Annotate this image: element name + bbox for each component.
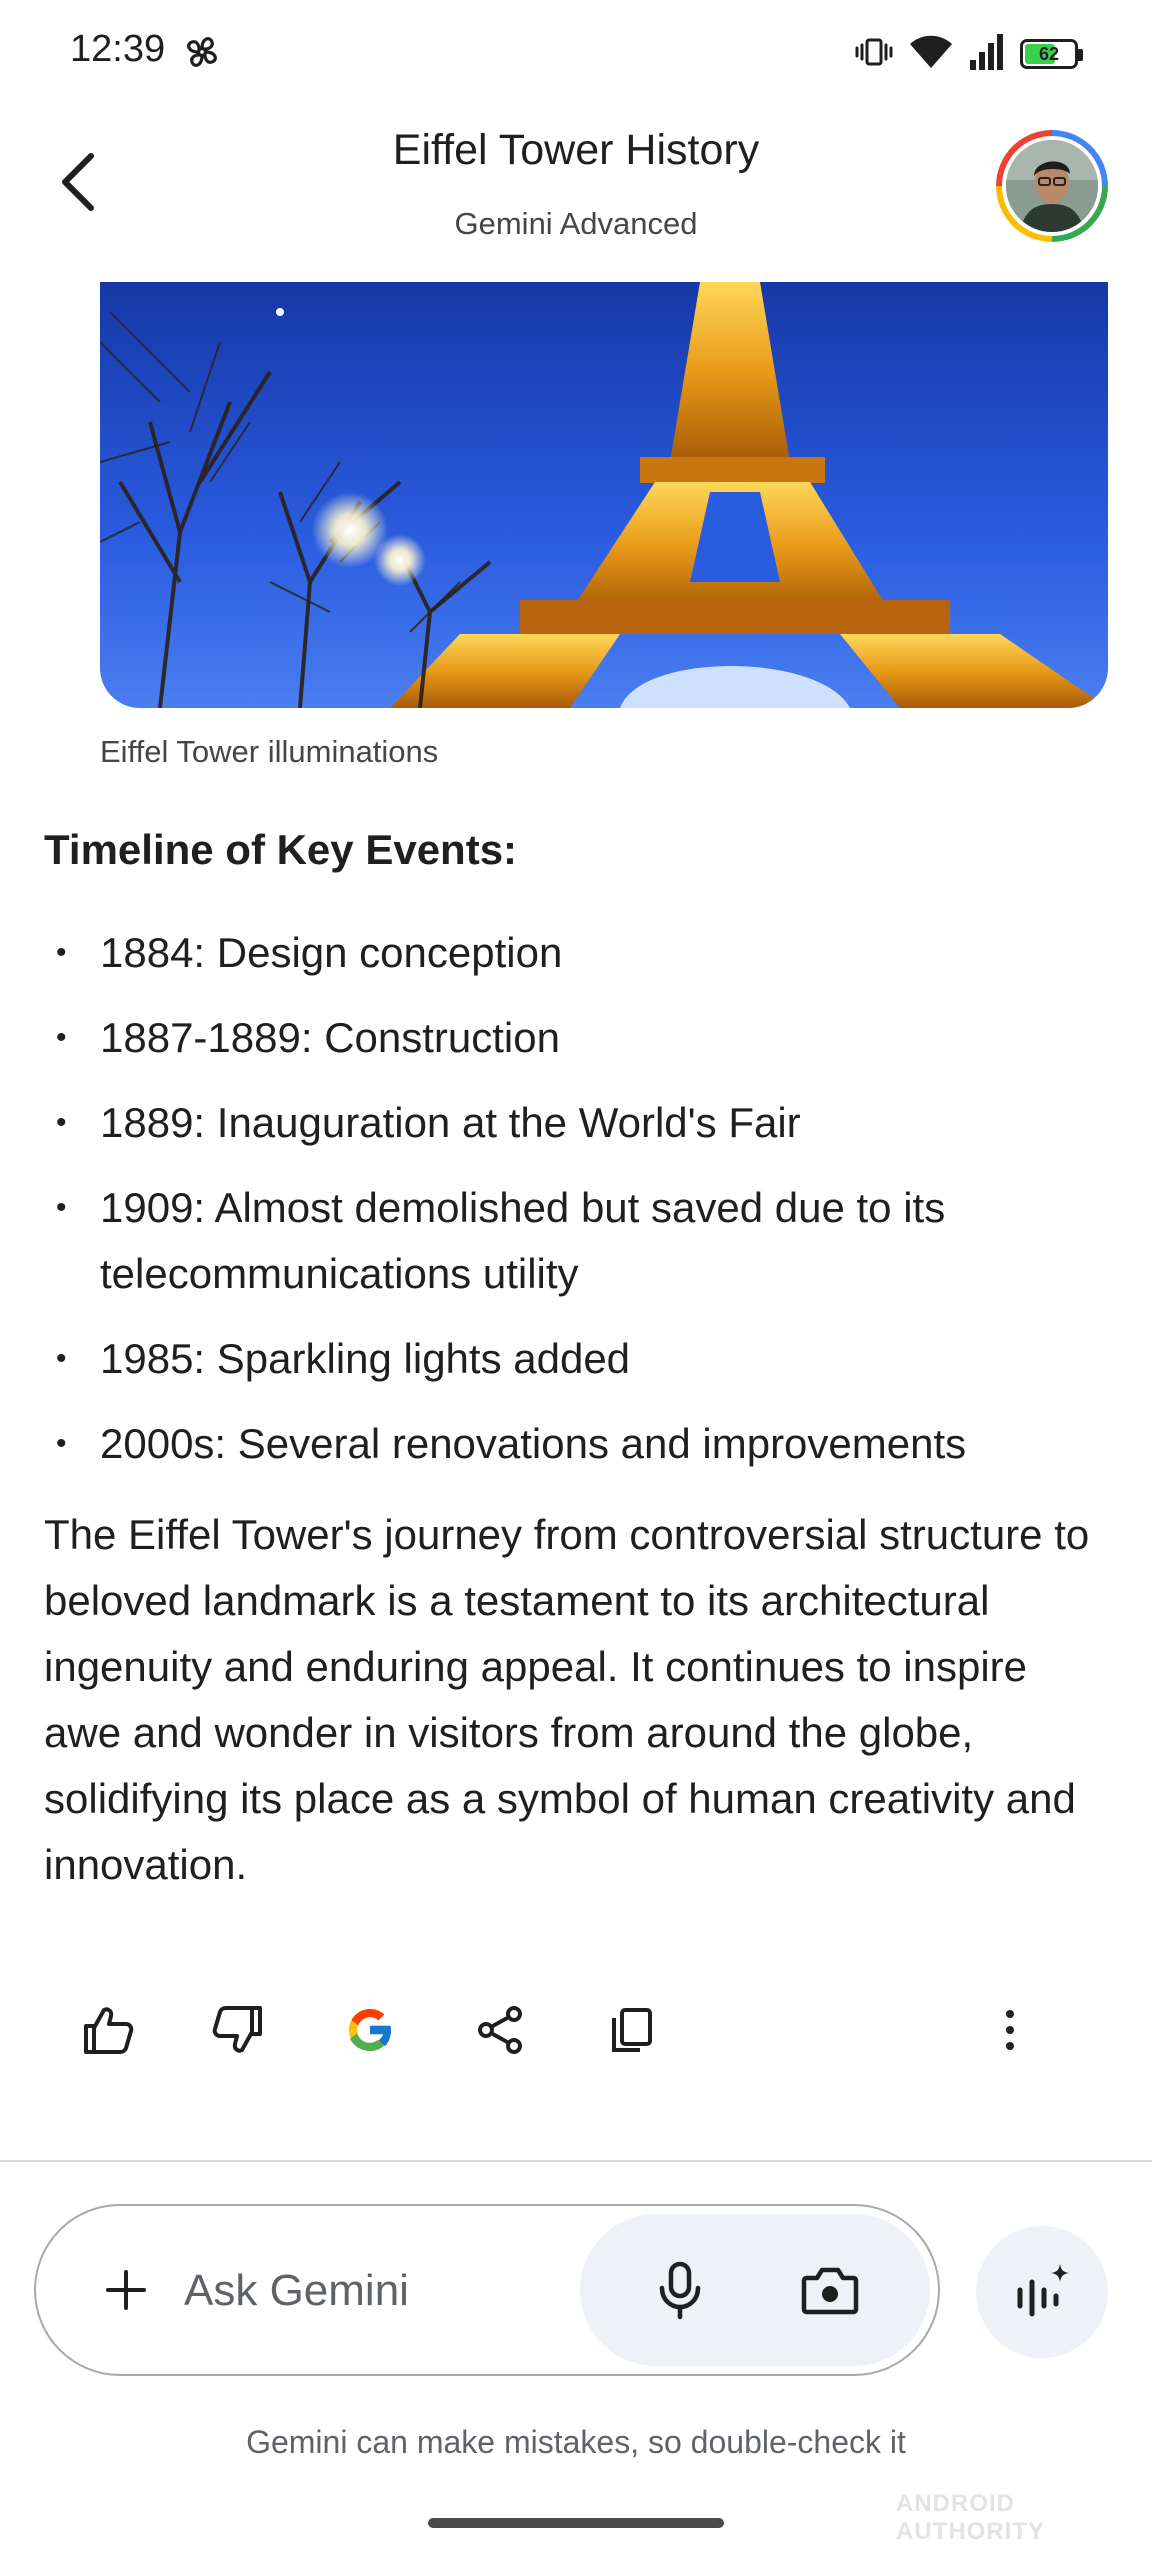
microphone-icon: [654, 2260, 706, 2320]
more-vertical-icon: [982, 2002, 1038, 2058]
prompt-bar: [34, 2204, 940, 2376]
thumbs-down-button[interactable]: [198, 1990, 278, 2070]
ask-gemini-input[interactable]: [184, 2258, 564, 2324]
disclaimer-text: Gemini can make mistakes, so double-check it: [246, 2424, 906, 2460]
list-item: • 2000s: Several renovations and improvements: [44, 1411, 1104, 1477]
timeline-list: [44, 920, 1104, 1496]
camera-icon: [801, 2264, 859, 2316]
copy-button[interactable]: [592, 1990, 672, 2070]
image-caption: Eiffel Tower illuminations: [100, 734, 439, 769]
status-icons: [854, 32, 1078, 76]
thumbs-up-button[interactable]: [68, 1990, 148, 2070]
section-heading: Timeline of Key Events:: [44, 826, 518, 873]
response-actions: [0, 1990, 1152, 2070]
list-item: • 1889: Inauguration at the World's Fair: [44, 1090, 1104, 1156]
more-options-button[interactable]: [970, 1990, 1050, 2070]
status-bar: [0, 0, 1152, 100]
vibrate-icon: [854, 32, 894, 77]
account-avatar-button[interactable]: [996, 130, 1108, 242]
chat-header: [0, 110, 1152, 260]
status-time: 12:39: [70, 28, 166, 70]
battery-level: 62: [1038, 43, 1060, 64]
divider: [0, 2160, 1152, 2162]
watermark: ANDROID AUTHORITY: [896, 2490, 1045, 2545]
plus-icon: [102, 2266, 150, 2314]
voice-input-button[interactable]: [642, 2252, 718, 2328]
eiffel-tower-image[interactable]: [100, 282, 1108, 708]
gemini-live-icon: [1010, 2260, 1074, 2324]
list-item: • 1887-1889: Construction: [44, 1005, 1104, 1071]
signal-icon: [968, 32, 1006, 77]
list-item: • 1884: Design conception: [44, 920, 1104, 986]
google-icon: [342, 2002, 398, 2058]
thumbs-up-icon: [80, 2002, 136, 2058]
list-item: • 1909: Almost demolished but saved due to its telecommunications utility: [44, 1175, 1104, 1307]
model-label: Gemini Advanced: [454, 206, 698, 241]
gemini-live-button[interactable]: [976, 2226, 1108, 2358]
avatar: [1006, 140, 1098, 232]
thumbs-down-icon: [210, 2002, 266, 2058]
summary-paragraph: The Eiffel Tower's journey from controversial structure to beloved landmark is a testament to its architectural ingenuity and enduring appeal. It continues to inspire awe and wonder in visitors from around the globe, solidifying its place as a symbol of human creativity and innovation.: [44, 1511, 1090, 1888]
share-icon: [472, 2002, 528, 2058]
list-item: • 1985: Sparkling lights added: [44, 1326, 1104, 1392]
google-search-button[interactable]: [330, 1990, 410, 2070]
wifi-icon: [908, 32, 954, 77]
battery-icon: [1020, 39, 1078, 69]
camera-button[interactable]: [792, 2252, 868, 2328]
share-button[interactable]: [460, 1990, 540, 2070]
input-tools: [580, 2214, 930, 2366]
page-title: Eiffel Tower History: [392, 126, 760, 174]
pinwheel-icon: [180, 30, 224, 74]
add-attachment-button[interactable]: [88, 2252, 164, 2328]
home-indicator[interactable]: [428, 2518, 724, 2528]
copy-icon: [604, 2002, 660, 2058]
